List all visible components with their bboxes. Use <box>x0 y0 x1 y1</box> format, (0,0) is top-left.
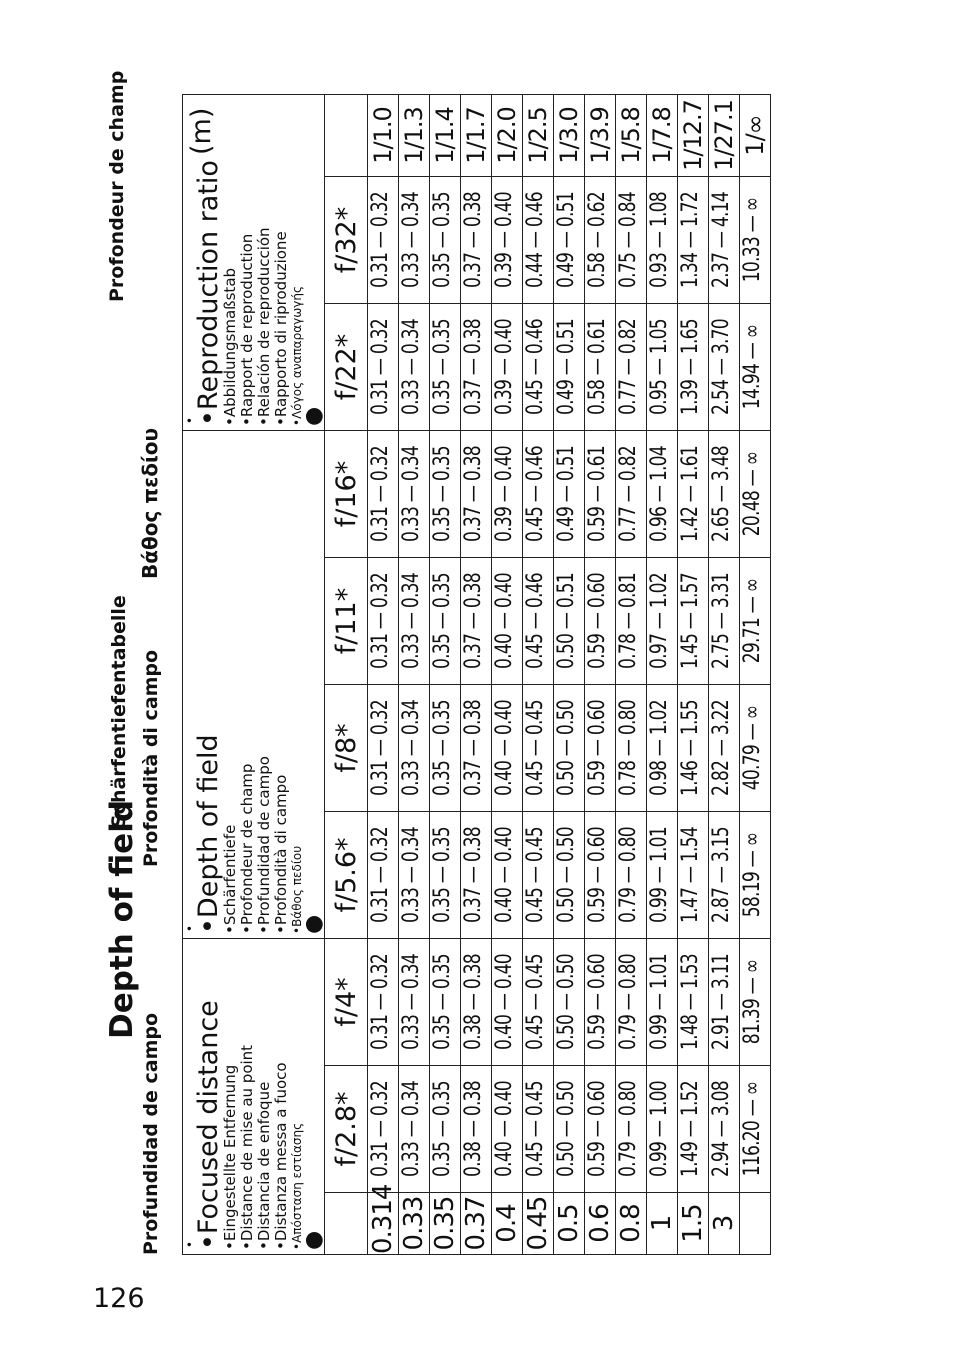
depth-range-value: 0.58 — 0.62 <box>585 192 610 288</box>
depth-range-value: 0.31 — 0.32 <box>368 954 393 1050</box>
reproduction-ratio-cell: 1/27.1 <box>709 95 740 177</box>
depth-range-cell <box>492 939 523 1066</box>
depth-range-cell <box>430 1066 461 1193</box>
focused-distance-cell: 0.4 <box>492 1193 523 1255</box>
depth-range-value: 0.93 — 1.08 <box>647 192 672 288</box>
depth-range-cell <box>647 939 678 1066</box>
depth-range-value: 0.77 — 0.82 <box>616 319 641 415</box>
depth-range-cell <box>616 812 647 939</box>
focused-distance-cell: 0.314 <box>368 1184 398 1254</box>
depth-range-value: 0.50 — 0.50 <box>554 954 579 1050</box>
depth-range-cell <box>709 431 740 558</box>
depth-range-value: 0.50 — 0.51 <box>554 573 579 669</box>
depth-range-cell <box>461 812 492 939</box>
depth-range-cell <box>740 558 771 685</box>
focused-distance-es: • Distancia de enfoque <box>256 943 273 1250</box>
depth-range-value: 0.40 — 0.40 <box>492 700 517 796</box>
depth-of-field-it: • Profondità di campo <box>273 435 290 934</box>
table-row <box>368 95 399 1255</box>
depth-range-cell <box>740 431 771 558</box>
reproduction-ratio-cell: 1/5.8 <box>616 95 647 177</box>
depth-range-cell <box>492 812 523 939</box>
table-row <box>461 95 492 1255</box>
depth-range-cell <box>740 177 771 304</box>
aperture-header: f/11* <box>325 558 368 685</box>
depth-range-value: 14.94 — ∞ <box>740 324 765 410</box>
table-row <box>585 95 616 1255</box>
depth-range-cell <box>678 812 709 939</box>
depth-range-value: 2.65 — 3.48 <box>709 446 734 542</box>
aperture-corner-right <box>325 95 368 177</box>
focused-distance-cell: 0.8 <box>616 1193 647 1255</box>
depth-range-cell <box>554 304 585 431</box>
depth-range-value: 0.37 — 0.38 <box>461 700 486 796</box>
depth-range-cell <box>740 1066 771 1193</box>
depth-range-cell <box>399 431 430 558</box>
depth-range-cell <box>740 812 771 939</box>
depth-range-value: 40.79 — ∞ <box>740 705 765 791</box>
depth-range-value: 0.79 — 0.80 <box>616 827 641 923</box>
reproduction-ratio-cell: 1/1.3 <box>399 95 430 177</box>
depth-range-cell <box>678 558 709 685</box>
depth-range-value: 0.78 — 0.80 <box>616 700 641 796</box>
depth-range-value: 0.50 — 0.50 <box>554 700 579 796</box>
depth-range-value: 29.71 — ∞ <box>740 578 765 664</box>
depth-range-cell <box>554 939 585 1066</box>
reproduction-ratio-fr: • Rapport de reproduction <box>239 99 256 426</box>
depth-range-cell <box>399 812 430 939</box>
depth-range-cell <box>709 812 740 939</box>
depth-range-value: 0.33 — 0.34 <box>399 573 424 669</box>
depth-range-value: 0.39 — 0.40 <box>492 192 517 288</box>
depth-range-value: 0.45 — 0.46 <box>523 573 548 669</box>
depth-range-value: 2.91 — 3.11 <box>709 954 734 1050</box>
focused-distance-title: • Focused distance <box>195 943 222 1250</box>
depth-range-value: 20.48 — ∞ <box>740 451 765 537</box>
title-spanish: Profundidad de campo <box>140 1012 162 1255</box>
reproduction-ratio-es: • Relación de reproducción <box>256 99 273 426</box>
depth-range-value: 0.31 — 0.32 <box>368 827 393 923</box>
focused-distance-cell: 0.6 <box>585 1193 616 1255</box>
depth-range-value: 1.34 — 1.72 <box>678 192 703 288</box>
depth-range-value: 0.45 — 0.45 <box>523 700 548 796</box>
depth-range-value: 0.33 — 0.34 <box>399 827 424 923</box>
depth-range-cell <box>709 177 740 304</box>
depth-range-value: 0.97 — 1.02 <box>647 573 672 669</box>
title-greek: Βάθος πεδίου <box>138 427 162 579</box>
reproduction-ratio-de: • Abbildungsmaßstab <box>222 99 239 426</box>
focused-distance-cell: 0.33 <box>399 1193 430 1255</box>
reproduction-ratio-cell: 1/2.5 <box>523 95 554 177</box>
focused-distance-cell: 0.37 <box>461 1193 492 1255</box>
depth-range-cell <box>585 431 616 558</box>
depth-range-cell <box>492 558 523 685</box>
depth-range-value: 0.31 — 0.32 <box>368 700 393 796</box>
table-row <box>492 95 523 1255</box>
depth-range-value: 0.37 — 0.38 <box>461 573 486 669</box>
depth-range-value: 0.50 — 0.50 <box>554 827 579 923</box>
depth-range-value: 1.42 — 1.61 <box>678 446 703 542</box>
depth-range-value: 2.94 — 3.08 <box>709 1081 734 1177</box>
depth-range-value: 0.58 — 0.61 <box>585 319 610 415</box>
table-row <box>740 95 771 1255</box>
depth-range-value: 1.47 — 1.54 <box>678 827 703 923</box>
header-focused-distance: • • Focused distance • Eingestellte Entfernung • Distance de mise au point • Distancia de enfoque • Distanza messa a fuoco • Απόσταση εστίασης ● <box>183 939 325 1255</box>
depth-range-value: 0.33 — 0.34 <box>399 700 424 796</box>
depth-range-value: 0.35 — 0.35 <box>430 700 455 796</box>
depth-range-cell <box>368 558 399 685</box>
depth-range-cell <box>616 685 647 812</box>
depth-range-cell <box>523 177 554 304</box>
reproduction-ratio-el: • Λόγος αναπαραγωγής <box>290 99 304 426</box>
depth-of-field-fr: • Profondeur de champ <box>239 435 256 934</box>
depth-range-cell <box>585 939 616 1066</box>
depth-range-cell <box>585 812 616 939</box>
depth-range-cell <box>399 558 430 685</box>
reproduction-ratio-cell: 1/1.0 <box>368 95 399 177</box>
depth-range-cell <box>678 431 709 558</box>
depth-range-value: 0.59 — 0.60 <box>585 827 610 923</box>
depth-range-cell <box>368 431 399 558</box>
depth-range-cell <box>709 1066 740 1193</box>
depth-range-value: 0.37 — 0.38 <box>461 446 486 542</box>
depth-range-cell <box>523 304 554 431</box>
depth-range-cell <box>740 304 771 431</box>
focused-distance-cell: 0.5 <box>554 1193 585 1255</box>
reproduction-ratio-title: • Reproduction ratio <box>195 99 222 426</box>
depth-range-value: 0.31 — 0.32 <box>368 573 393 669</box>
depth-range-cell <box>647 304 678 431</box>
depth-range-cell <box>461 685 492 812</box>
depth-range-cell <box>616 558 647 685</box>
depth-range-value: 0.33 — 0.34 <box>399 1081 424 1177</box>
depth-range-value: 0.33 — 0.34 <box>399 192 424 288</box>
depth-range-value: 10.33 — ∞ <box>740 197 765 283</box>
title-german: Schärfentiefentabelle <box>108 595 130 828</box>
depth-range-cell <box>399 177 430 304</box>
reproduction-ratio-cell: 1/2.0 <box>492 95 523 177</box>
reproduction-ratio-cell: 1/1.4 <box>430 95 461 177</box>
depth-range-value: 0.45 — 0.46 <box>523 446 548 542</box>
table-row <box>399 95 430 1255</box>
title-french: Profondeur de champ <box>106 70 128 302</box>
depth-range-cell <box>740 939 771 1066</box>
depth-range-value: 0.59 — 0.60 <box>585 573 610 669</box>
depth-range-cell <box>399 1066 430 1193</box>
depth-range-value: 2.37 — 4.14 <box>709 192 734 288</box>
depth-range-value: 0.31 — 0.32 <box>368 446 393 542</box>
depth-range-cell <box>461 939 492 1066</box>
page-number: 126 <box>93 1283 145 1314</box>
depth-range-value: 1.49 — 1.52 <box>678 1081 703 1177</box>
depth-range-cell <box>616 939 647 1066</box>
depth-range-value: 0.78 — 0.81 <box>616 573 641 669</box>
aperture-row <box>325 95 368 1255</box>
depth-range-cell <box>430 431 461 558</box>
depth-range-value: 0.40 — 0.40 <box>492 1081 517 1177</box>
focused-distance-cell: 1.5 <box>678 1193 709 1255</box>
depth-range-value: 0.35 — 0.35 <box>430 1081 455 1177</box>
depth-range-cell <box>430 939 461 1066</box>
depth-range-value: 0.35 — 0.35 <box>430 954 455 1050</box>
depth-range-cell <box>647 177 678 304</box>
title-italian: Profondità di campo <box>140 649 162 867</box>
depth-range-cell <box>523 1066 554 1193</box>
depth-range-cell <box>709 685 740 812</box>
depth-range-value: 1.48 — 1.53 <box>678 954 703 1050</box>
depth-range-cell <box>461 304 492 431</box>
depth-range-value: 2.82 — 3.22 <box>709 700 734 796</box>
depth-range-value: 0.40 — 0.40 <box>492 573 517 669</box>
depth-range-value: 0.59 — 0.61 <box>585 446 610 542</box>
depth-range-cell <box>523 939 554 1066</box>
depth-range-cell <box>492 177 523 304</box>
depth-range-value: 0.40 — 0.40 <box>492 954 517 1050</box>
table-row <box>430 95 461 1255</box>
depth-range-value: 0.38 — 0.38 <box>461 1081 486 1177</box>
depth-range-value: 0.99 — 1.01 <box>647 827 672 923</box>
depth-range-value: 0.96 — 1.04 <box>647 446 672 542</box>
table-row <box>523 95 554 1255</box>
depth-range-cell <box>399 939 430 1066</box>
header-depth-of-field: • • Depth of field • Schärfentiefe • Profondeur de champ • Profundidad de campo • Profondità di campo • Βάθος πεδίου ● <box>183 431 325 939</box>
depth-range-value: 0.45 — 0.46 <box>523 319 548 415</box>
depth-range-cell <box>430 558 461 685</box>
depth-range-value: 0.45 — 0.45 <box>523 954 548 1050</box>
depth-range-value: 2.75 — 3.31 <box>709 573 734 669</box>
depth-range-cell <box>368 304 399 431</box>
depth-range-value: 0.99 — 1.01 <box>647 954 672 1050</box>
reproduction-ratio-cell: 1/3.0 <box>554 95 585 177</box>
depth-range-cell <box>461 1066 492 1193</box>
aperture-header: f/16* <box>325 431 368 558</box>
depth-range-cell <box>430 812 461 939</box>
table-row <box>647 95 678 1255</box>
depth-range-cell <box>647 1066 678 1193</box>
reproduction-ratio-cell: 1/3.9 <box>585 95 616 177</box>
depth-range-value: 0.35 — 0.35 <box>430 827 455 923</box>
depth-range-value: 0.77 — 0.82 <box>616 446 641 542</box>
depth-range-value: 0.31 — 0.32 <box>368 319 393 415</box>
depth-range-value: 0.31 — 0.32 <box>368 192 393 288</box>
depth-range-cell <box>554 812 585 939</box>
depth-range-cell <box>523 812 554 939</box>
depth-range-value: 0.49 — 0.51 <box>554 192 579 288</box>
focused-distance-it: • Distanza messa a fuoco <box>273 943 290 1250</box>
depth-range-cell <box>709 558 740 685</box>
depth-range-value: 0.59 — 0.60 <box>585 954 610 1050</box>
depth-range-cell <box>647 685 678 812</box>
depth-range-cell <box>430 177 461 304</box>
title-main: Depth of field <box>104 799 140 1039</box>
depth-range-value: 0.33 — 0.34 <box>399 954 424 1050</box>
focused-distance-el: • Απόσταση εστίασης <box>290 943 304 1250</box>
table-row <box>554 95 585 1255</box>
depth-range-cell <box>492 685 523 812</box>
depth-range-cell <box>678 939 709 1066</box>
depth-range-cell <box>678 685 709 812</box>
depth-range-value: 0.79 — 0.80 <box>616 954 641 1050</box>
depth-range-cell <box>399 304 430 431</box>
depth-range-cell <box>554 558 585 685</box>
depth-range-cell <box>399 685 430 812</box>
depth-range-value: 0.59 — 0.60 <box>585 1081 610 1177</box>
depth-range-value: 116.20 — ∞ <box>740 1081 765 1177</box>
depth-range-value: 0.35 — 0.35 <box>430 573 455 669</box>
depth-range-cell <box>709 304 740 431</box>
depth-range-value: 0.40 — 0.40 <box>492 827 517 923</box>
depth-range-value: 1.46 — 1.55 <box>678 700 703 796</box>
depth-range-value: 0.37 — 0.38 <box>461 192 486 288</box>
depth-range-value: 2.54 — 3.70 <box>709 319 734 415</box>
depth-range-cell <box>616 177 647 304</box>
depth-range-cell <box>678 304 709 431</box>
depth-range-value: 0.38 — 0.38 <box>461 954 486 1050</box>
depth-range-value: 0.39 — 0.40 <box>492 319 517 415</box>
depth-range-cell <box>461 431 492 558</box>
focused-distance-fr: • Distance de mise au point <box>239 943 256 1250</box>
depth-of-field-el: • Βάθος πεδίου <box>290 435 304 934</box>
focused-distance-cell: 0.45 <box>523 1193 554 1255</box>
depth-range-cell <box>368 1066 399 1193</box>
depth-range-cell <box>647 812 678 939</box>
depth-range-cell <box>461 177 492 304</box>
depth-range-value: 81.39 — ∞ <box>740 959 765 1045</box>
depth-range-cell <box>647 558 678 685</box>
depth-range-cell <box>616 1066 647 1193</box>
unit-label: (m) <box>186 107 217 155</box>
depth-range-value: 0.98 — 1.02 <box>647 700 672 796</box>
depth-range-cell <box>585 558 616 685</box>
rotated-table-page <box>100 70 845 1255</box>
aperture-corner <box>325 1193 368 1255</box>
table-row <box>678 95 709 1255</box>
depth-range-cell <box>430 304 461 431</box>
depth-range-cell <box>616 431 647 558</box>
depth-range-cell <box>740 685 771 812</box>
depth-range-value: 0.99 — 1.00 <box>647 1081 672 1177</box>
depth-range-cell <box>523 685 554 812</box>
depth-range-cell <box>554 177 585 304</box>
aperture-header: f/22* <box>325 304 368 431</box>
depth-range-value: 58.19 — ∞ <box>740 832 765 918</box>
depth-range-value: 0.75 — 0.84 <box>616 192 641 288</box>
depth-range-value: 0.33 — 0.34 <box>399 319 424 415</box>
depth-range-value: 0.35 — 0.35 <box>430 192 455 288</box>
depth-range-cell <box>461 558 492 685</box>
depth-range-cell <box>585 177 616 304</box>
depth-range-value: 0.59 — 0.60 <box>585 700 610 796</box>
aperture-header: f/8* <box>325 685 368 812</box>
depth-range-value: 0.39 — 0.40 <box>492 446 517 542</box>
reproduction-ratio-cell: 1/∞ <box>740 95 771 177</box>
depth-range-cell <box>368 939 399 1066</box>
focused-distance-cell <box>740 1193 771 1255</box>
title-block <box>100 70 182 1255</box>
depth-range-cell <box>554 431 585 558</box>
depth-of-field-table <box>182 94 771 1255</box>
depth-range-cell <box>647 431 678 558</box>
table-row <box>709 95 740 1255</box>
depth-range-value: 0.49 — 0.51 <box>554 319 579 415</box>
aperture-header: f/2.8* <box>325 1066 368 1193</box>
depth-range-value: 0.37 — 0.38 <box>461 319 486 415</box>
reproduction-ratio-it: • Rapporto di riproduzione <box>273 99 290 426</box>
depth-range-cell <box>523 431 554 558</box>
focused-distance-de: • Eingestellte Entfernung <box>222 943 239 1250</box>
depth-range-cell <box>678 177 709 304</box>
focused-distance-cell: 0.35 <box>430 1193 461 1255</box>
depth-range-cell <box>678 1066 709 1193</box>
depth-range-cell <box>430 685 461 812</box>
aperture-header: f/32* <box>325 177 368 304</box>
reproduction-ratio-cell: 1/12.7 <box>678 95 709 177</box>
depth-range-cell <box>585 685 616 812</box>
depth-range-cell <box>554 1066 585 1193</box>
depth-range-cell <box>585 1066 616 1193</box>
depth-range-value: 0.45 — 0.45 <box>523 827 548 923</box>
depth-range-value: 0.45 — 0.45 <box>523 1081 548 1177</box>
depth-range-value: 2.87 — 3.15 <box>709 827 734 923</box>
depth-range-cell <box>368 685 399 812</box>
depth-of-field-de: • Schärfentiefe <box>222 435 239 934</box>
depth-range-value: 0.35 — 0.35 <box>430 446 455 542</box>
aperture-header: f/5.6* <box>325 812 368 939</box>
depth-range-cell <box>523 558 554 685</box>
depth-range-value: 0.35 — 0.35 <box>430 319 455 415</box>
depth-range-value: 0.79 — 0.80 <box>616 1081 641 1177</box>
depth-range-cell <box>368 812 399 939</box>
depth-of-field-es: • Profundidad de campo <box>256 435 273 934</box>
depth-range-value: 0.37 — 0.38 <box>461 827 486 923</box>
depth-range-value: 0.50 — 0.50 <box>554 1081 579 1177</box>
aperture-header: f/4* <box>325 939 368 1066</box>
focused-distance-cell: 1 <box>647 1193 678 1255</box>
table-row <box>616 95 647 1255</box>
depth-range-value: 0.33 — 0.34 <box>399 446 424 542</box>
depth-range-value: 0.95 — 1.05 <box>647 319 672 415</box>
depth-range-cell <box>368 177 399 304</box>
reproduction-ratio-cell: 1/1.7 <box>461 95 492 177</box>
depth-range-cell <box>616 304 647 431</box>
depth-range-cell <box>492 431 523 558</box>
focused-distance-cell: 3 <box>709 1193 740 1255</box>
depth-range-value: 1.39 — 1.65 <box>678 319 703 415</box>
header-reproduction-ratio: • • Reproduction ratio • Abbildungsmaßstab • Rapport de reproduction • Relación de reproducción • Rapporto di riproduzione • Λόγος αναπαραγωγής ● <box>183 95 325 431</box>
depth-range-cell <box>709 939 740 1066</box>
reproduction-ratio-cell: 1/7.8 <box>647 95 678 177</box>
depth-range-value: 0.44 — 0.46 <box>523 192 548 288</box>
depth-range-cell <box>492 1066 523 1193</box>
depth-range-value: 0.31 — 0.32 <box>368 1081 393 1177</box>
depth-range-cell <box>585 304 616 431</box>
depth-range-value: 0.49 — 0.51 <box>554 446 579 542</box>
depth-range-cell <box>554 685 585 812</box>
depth-range-cell <box>492 304 523 431</box>
depth-range-value: 1.45 — 1.57 <box>678 573 703 669</box>
depth-of-field-title: • Depth of field <box>195 435 222 934</box>
